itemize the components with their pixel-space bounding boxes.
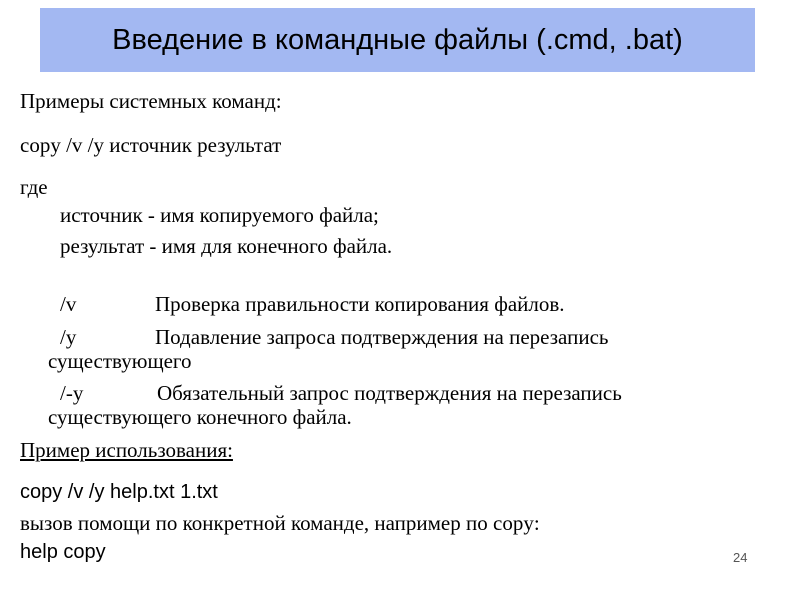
switch-key-v: /v xyxy=(60,292,77,316)
slide-title: Введение в командные файлы (.cmd, .bat) xyxy=(112,23,683,56)
switch-key-y: /y xyxy=(60,325,77,349)
switch-desc-v: Проверка правильности копирования файлов. xyxy=(155,292,565,316)
switch-desc-y: Подавление запроса подтверждения на перезапись xyxy=(155,325,609,349)
help-note: вызов помощи по конкретной команде, например по copy: xyxy=(20,511,540,535)
help-command: help copy xyxy=(20,541,106,563)
usage-heading: Пример использования: xyxy=(20,438,233,462)
switch-desc-y-cont: существующего xyxy=(48,349,192,373)
title-bar xyxy=(40,8,755,72)
param-result: результат - имя для конечного файла. xyxy=(60,234,393,258)
page-number: 24 xyxy=(733,550,748,565)
intro-text: Примеры системных команд: xyxy=(20,89,282,113)
switch-desc-minus-y: Обязательный запрос подтверждения на перезапись xyxy=(157,381,622,405)
where-label: где xyxy=(20,175,48,199)
param-source: источник - имя копируемого файла; xyxy=(60,203,379,227)
syntax-line: copy /v /y источник результат xyxy=(20,133,282,157)
switch-key-minus-y: /-y xyxy=(60,381,84,405)
usage-example: copy /v /y help.txt 1.txt xyxy=(20,481,218,503)
switch-desc-minus-y-cont: существующего конечного файла. xyxy=(48,405,352,429)
